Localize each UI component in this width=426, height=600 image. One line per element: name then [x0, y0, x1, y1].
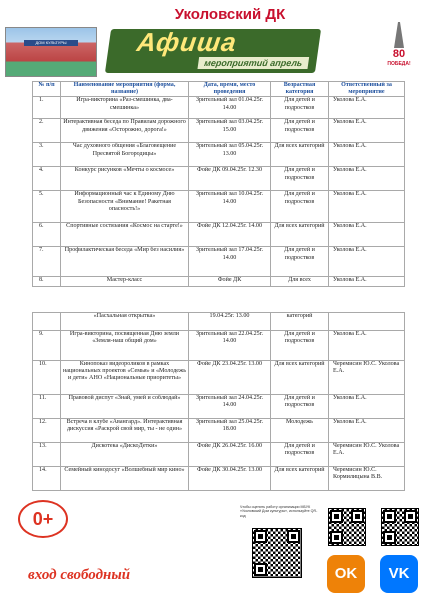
cell-name: Дискотека «ДискоДетки» [61, 443, 189, 467]
age-rating-badge: 0+ [18, 500, 68, 538]
cell-date: Фойе ДК 09.04.25г. 12.30 [189, 167, 271, 191]
photo-sign: ДОМ КУЛЬТУРЫ [24, 40, 78, 46]
col-header-date: Дата, время, место проведения [189, 82, 271, 97]
cell-age: Для детей и подростков [271, 443, 329, 467]
cell-name: Кинопоказ видеороликов в рамках национальных проектов «Семья» и «Молодежь и дети» АНО «Национальные приоритеты» [61, 361, 189, 395]
cell-number: 3. [33, 143, 61, 167]
cell-age: Для детей и подростков [271, 395, 329, 419]
events-table-page2 [32, 312, 405, 491]
cell-number: 2. [33, 119, 61, 143]
cell-number: 10. [33, 361, 61, 395]
building-photo [5, 27, 97, 77]
odnoklassniki-icon[interactable]: OK [327, 555, 365, 593]
table-row [33, 395, 405, 419]
cell-age: Для детей и подростков [271, 119, 329, 143]
victory-80-logo [384, 22, 414, 70]
table-row [33, 277, 405, 287]
cell-number: 14. [33, 467, 61, 491]
cell-responsible [329, 313, 405, 331]
cell-number: 5. [33, 191, 61, 223]
col-header-name: Наименование мероприятия (форма, название) [61, 82, 189, 97]
logo-number: 80 [392, 48, 406, 60]
vk-qr-code-icon[interactable] [381, 508, 419, 546]
banner-sub-text: мероприятий апрель [197, 57, 309, 69]
cell-name: Интерактивная беседа по Правилам дорожного движения «Осторожно, дорога!» [61, 119, 189, 143]
cell-number [33, 313, 61, 331]
table-header-row [33, 82, 405, 97]
cell-date: Зрительный зал 05.04.25г. 13.00 [189, 143, 271, 167]
rating-qr-code-icon[interactable] [252, 528, 302, 578]
cell-name: «Пасхальная открытка» [61, 313, 189, 331]
cell-date: Фойе ДК 23.04.25г. 13.00 [189, 361, 271, 395]
cell-responsible: Черемисин Ю.С. Уколова Е.А. [329, 361, 405, 395]
cell-number: 9. [33, 331, 61, 361]
cell-responsible: Уколова Е.А. [329, 277, 405, 287]
cell-responsible: Уколова Е.А. [329, 167, 405, 191]
cell-number: 8. [33, 277, 61, 287]
table-row [33, 143, 405, 167]
table-row [33, 313, 405, 331]
vkontakte-icon[interactable]: VK [380, 555, 418, 593]
cell-responsible: Уколова Е.А. [329, 395, 405, 419]
cell-date: Зрительный зал 25.04.25г. 18.00 [189, 419, 271, 443]
poster-banner [105, 29, 321, 73]
cell-name: Мастер-класс [61, 277, 189, 287]
cell-number: 7. [33, 247, 61, 277]
table-row [33, 223, 405, 247]
cell-date: 19.04.25г. 13.00 [189, 313, 271, 331]
table-row [33, 167, 405, 191]
cell-name: Встреча в клубе «Авангард». Интерактивная дискуссия «Раскрой свой мир, ты - не один» [61, 419, 189, 443]
logo-word: ПОБЕДА! [387, 61, 411, 67]
col-header-responsible: Ответственный за мероприятие [329, 82, 405, 97]
cell-name: Игра-викторина «Раз-смешинка, два-смешинка» [61, 97, 189, 119]
cell-date: Фойе ДК 30.04.25г. 13.00 [189, 467, 271, 491]
cell-number: 11. [33, 395, 61, 419]
cell-name: Спортивные состязания «Космос на старте!» [61, 223, 189, 247]
cell-number: 6. [33, 223, 61, 247]
cell-number: 1. [33, 97, 61, 119]
cell-age: Для всех категорий [271, 361, 329, 395]
free-entry-text: вход свободный [28, 567, 131, 583]
table-row [33, 419, 405, 443]
cell-responsible: Уколова Е.А. [329, 223, 405, 247]
cell-age: Для всех категорий [271, 467, 329, 491]
cell-age: Молодежь [271, 419, 329, 443]
cell-date: Фойе ДК 26.04.25г. 16.00 [189, 443, 271, 467]
cell-responsible: Уколова Е.А. [329, 247, 405, 277]
cell-name: Информационный час к Единому Дню Безопасности «Внимание! Ракетная опасность!» [61, 191, 189, 223]
cell-age: Для всех категорий [271, 223, 329, 247]
cell-age: Для детей и подростков [271, 167, 329, 191]
banner-main-text: Афиша [135, 27, 239, 57]
cell-responsible: Черемисин Ю.С. Уколова Е.А. [329, 443, 405, 467]
cell-responsible: Уколова Е.А. [329, 119, 405, 143]
cell-date: Зрительный зал 24.04.25г. 14.00 [189, 395, 271, 419]
col-header-age: Возрастная категория [271, 82, 329, 97]
cell-name: Правовой диспут «Знай, умей и соблюдай» [61, 395, 189, 419]
cell-age: Для детей и подростков [271, 97, 329, 119]
cell-name: Семейный кинодосуг «Волшебный мир кино» [61, 467, 189, 491]
cell-date: Зрительный зал 10.04.25г. 14.00 [189, 191, 271, 223]
cell-age: Для детей и подростков [271, 247, 329, 277]
cell-number: 13. [33, 443, 61, 467]
cell-date: Зрительный зал 22.04.25г. 14.00 [189, 331, 271, 361]
cell-age: Для всех категорий [271, 143, 329, 167]
table-row [33, 361, 405, 395]
cell-responsible: Уколова Е.А. [329, 97, 405, 119]
table-row [33, 191, 405, 223]
cell-age: Для детей и подростков [271, 331, 329, 361]
table-row [33, 119, 405, 143]
cell-responsible: Уколова Е.А. [329, 143, 405, 167]
table-row [33, 97, 405, 119]
monument-icon [394, 22, 404, 48]
cell-name: Час духовного общения «Благовещение Пресвятой Богородицы» [61, 143, 189, 167]
cell-responsible: Уколова Е.А. [329, 419, 405, 443]
table-row [33, 331, 405, 361]
table-row [33, 247, 405, 277]
cell-name: Профилактическая беседа «Мир без насилия» [61, 247, 189, 277]
cell-age: категорий [271, 313, 329, 331]
table-row [33, 467, 405, 491]
cell-number: 12. [33, 419, 61, 443]
cell-name: Игра-викторина, посвященная Дню земли «Земля-наш общий дом» [61, 331, 189, 361]
table-row [33, 443, 405, 467]
ok-qr-code-icon[interactable] [328, 508, 366, 546]
page-title: Уколовский ДК [174, 6, 286, 23]
qr-caption: Чтобы оценить работу организации МБУК «Уколовский Дом культуры», используйте QR-код [240, 505, 318, 518]
cell-age: Для всех [271, 277, 329, 287]
cell-date: Фойе ДК [189, 277, 271, 287]
cell-date: Зрительный зал 03.04.25г. 15.00 [189, 119, 271, 143]
cell-responsible: Уколова Е.А. [329, 191, 405, 223]
cell-responsible: Уколова Е.А. [329, 331, 405, 361]
cell-name: Конкурс рисунков «Мечты о космосе» [61, 167, 189, 191]
cell-date: Фойе ДК 12.04.25г. 14.00 [189, 223, 271, 247]
col-header-number: № п/п [33, 82, 61, 97]
cell-number: 4. [33, 167, 61, 191]
cell-date: Зрительный зал 01.04.25г. 14.00 [189, 97, 271, 119]
events-table-page1 [32, 81, 405, 287]
cell-date: Зрительный зал 17.04.25г. 14.00 [189, 247, 271, 277]
cell-responsible: Черемисин Ю.С. Кормилицына В.В. [329, 467, 405, 491]
cell-age: Для детей и подростков [271, 191, 329, 223]
